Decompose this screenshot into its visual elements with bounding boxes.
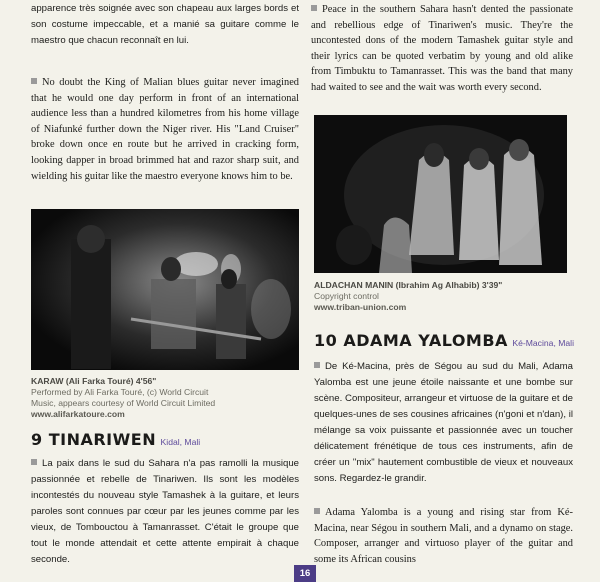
caption-aldachan-title: ALDACHAN MANIN (Ibrahim Ag Alhabib) 3'39" [314,280,503,290]
bullet-square [31,459,37,465]
section-9-title: 9 TINARIWEN [31,430,157,449]
section-heading-10 [314,331,574,351]
english-paragraph-ali-farka [31,75,299,184]
section-10-location: Ké-Macina, Mali [512,338,574,348]
bullet-square [314,362,320,368]
french-paragraph-adama-yalomba [314,359,573,487]
photo-tinariwen [314,115,567,273]
caption-karaw-credit-2: Music, appears courtesy of World Circuit Limited [31,398,216,408]
section-10-title: 10 ADAMA YALOMBA [314,331,508,350]
caption-karaw-credit-1: Performed by Ali Farka Touré, (c) World Circuit [31,387,209,397]
english-paragraph-tinariwen-text: Peace in the southern Sahara hasn't dented the passionate and rebellious edge of Tinariwen's music. They're the uncontested dons of the modern Tamashek guitar style and their lyrics can be quoted verbatim by young and old alike from Timbuktu to Tamanrasset. This was the band that many had waited to see and the wait was worth every second. [311,4,573,93]
caption-karaw-title: KARAW (Ali Farka Touré) 4'56" [31,376,157,386]
bullet-square [314,508,320,514]
english-paragraph-tinariwen [311,2,573,96]
french-paragraph-adama-yalomba-text: De Ké-Macina, près de Ségou au sud du Mali, Adama Yalomba est une jeune étoile naissante et une bombe sur scène. Compositeur, arrangeur et virtuose de la guitare et de quelques-unes de ses cousines africaines (n'goni et n'dan), il mélange sa voix puissante et passionnée avec un toucher délicatement frénétique de tous ces instruments, afin de créer un "mix" hautement combustible de vieux et nouveaux sons. Regardez-le grandir. [314,361,573,484]
photo-ali-farka-toure [31,209,299,370]
caption-aldachan-credit: Copyright control [314,291,379,301]
caption-karaw [31,376,301,420]
page-number: 16 [294,565,316,582]
caption-karaw-link[interactable]: www.alifarkatoure.com [31,409,125,419]
section-heading-9 [31,430,200,450]
english-paragraph-adama-yalomba [314,505,573,567]
bullet-square [31,78,37,84]
concert-photo-illustration [31,209,299,370]
french-paragraph-ali-farka: apparence très soignée avec son chapeau aux larges bords et son costume impeccable, et a manié sa guitare comme le maestro que chacun reconnaît en lui. [31,3,299,46]
section-9-location: Kidal, Mali [160,437,201,447]
bullet-square [311,5,317,11]
english-paragraph-ali-farka-text: No doubt the King of Malian blues guitar never imagined that he would one day perform in front of an international audience less than a hundred kilometres from his home village of Niafunké further down the Niger river. His "Land Cruiser" broke down once en route but he arrived in cracking form, looking dapper in broad brimmed hat and razor sharp suit, and wielding his guitar like the maestro everyone knows him to be. [31,77,299,182]
french-paragraph-tinariwen-text: La paix dans le sud du Sahara n'a pas ramolli la musique passionnée et rebelle de Tinariwen. Ils sont les modèles incontestés du nouveau style Tamashek à la guitare, et leurs paroles sont connues par cœur par les jeunes comme par les vieux, de Tombouctou à Tamanrasset. C'était le groupe que tout le monde attendait et cette attente empirait à chaque seconde. [31,458,299,565]
tinariwen-photo-illustration [314,115,567,273]
french-paragraph-tinariwen [31,456,299,568]
caption-aldachan-manin [314,280,576,313]
english-paragraph-adama-yalomba-text: Adama Yalomba is a young and rising star from Ké-Macina, near Ségou in southern Mali, and a dynamo on stage. Composer, arranger and virtuoso player of the guitar and some its African cousins [314,507,573,565]
caption-aldachan-link[interactable]: www.triban-union.com [314,302,407,312]
